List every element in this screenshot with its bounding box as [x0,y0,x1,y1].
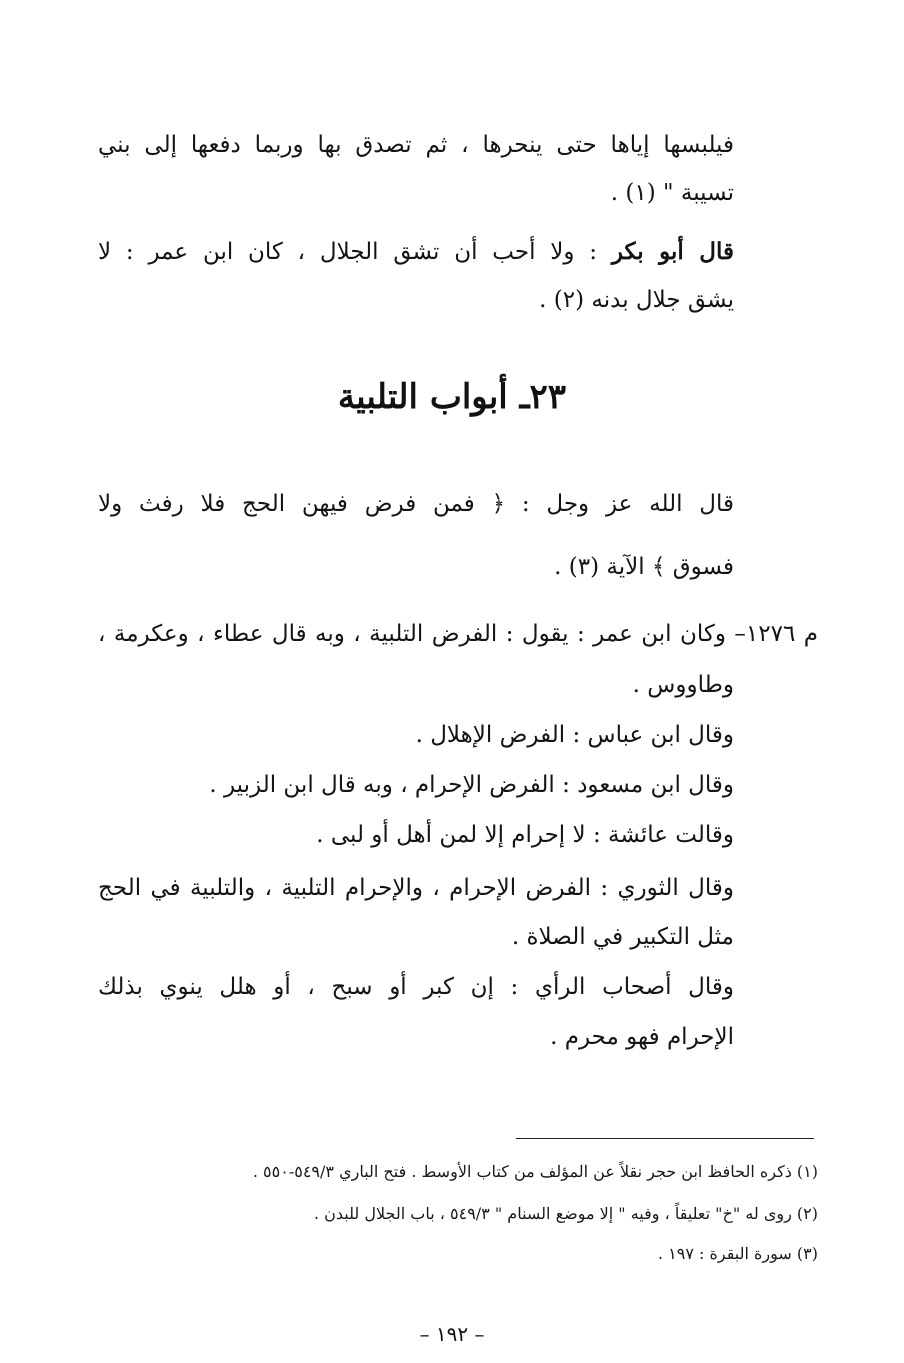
top-line-3-text: : ولا أحب أن تشق الجلال ، كان ابن عمر : لا [98,239,598,265]
speaker-abu-bakr: قال أبو بكر [611,238,735,265]
entry-line-2: وطاووس . [632,672,734,698]
verse-line-2: فسوق ﴾ الآية (٣) . [554,554,734,580]
entry-line-9: الإحرام فهو محرم . [550,1024,734,1050]
page-number: – ١٩٢ – [419,1322,485,1346]
entry-line-6: وقال الثوري : الفرض الإحرام ، والإحرام التلبية ، والتلبية في الحج [98,875,734,901]
top-line-2: تسيبة " (١) . [610,180,734,206]
footnote-1: (١) ذكره الحافظ ابن حجر نقلاً عن المؤلف من كتاب الأوسط . فتح الباري ٥٤٩/٣-٥٥٠ . [252,1162,818,1181]
top-line-1: فيلبسها إياها حتى ينحرها ، ثم تصدق بها وربما دفعها إلى بني [98,132,734,158]
entry-line-3: وقال ابن عباس : الفرض الإهلال . [415,722,734,748]
top-line-3 [98,235,734,269]
footnote-3: (٣) سورة البقرة : ١٩٧ . [657,1244,818,1263]
section-heading: ٢٣ـ أبواب التلبية [337,377,567,417]
entry-line-7: مثل التكبير في الصلاة . [511,924,734,950]
entry-number-line: م ١٢٧٦– وكان ابن عمر : يقول : الفرض التلبية ، وبه قال عطاء ، وعكرمة ، [98,621,819,647]
footnote-2: (٢) روى له "خ" تعليقاً ، وفيه " إلا موضع السنام " ٥٤٩/٣ ، باب الجلال للبدن . [313,1204,818,1223]
verse-line-1: قال الله عز وجل : ﴿ فمن فرض فيهن الحج فلا رفث ولا [98,491,734,517]
top-line-4: يشق جلال بدنه (٢) . [539,287,734,313]
entry-line-4: وقال ابن مسعود : الفرض الإحرام ، وبه قال ابن الزبير . [209,772,734,798]
entry-line-5: وقالت عائشة : لا إحرام إلا لمن أهل أو لبى . [316,822,734,848]
footnote-separator [516,1138,814,1139]
entry-line-8: وقال أصحاب الرأي : إن كبر أو سبح ، أو هلل ينوي بذلك [98,974,734,1000]
